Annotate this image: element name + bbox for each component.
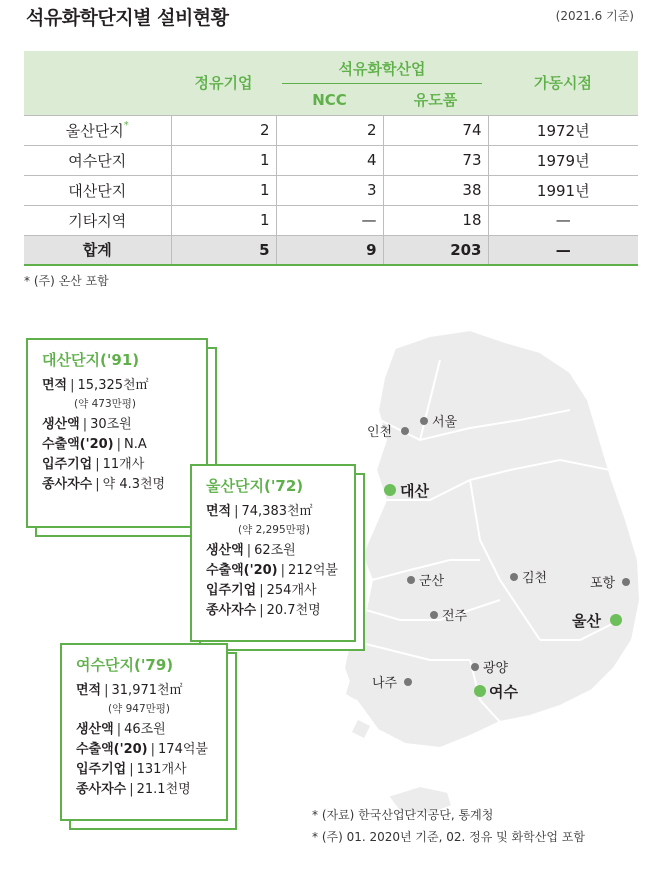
header-start-year: 가동시점 <box>534 74 592 93</box>
total-derivative: 203 <box>383 235 488 265</box>
total-ncc: 9 <box>276 235 383 265</box>
row-derivative: 74 <box>383 115 488 145</box>
daesan-production: 생산액 | 30조원 <box>42 417 132 432</box>
ulsan-export: 수출액('20) | 212억불 <box>206 563 338 578</box>
row-derivative: 18 <box>383 205 488 235</box>
city-incheon: 인천 <box>367 425 393 440</box>
row-region: 울산단지* <box>24 115 171 145</box>
yeosu-export: 수출액('20) | 174억불 <box>76 742 208 757</box>
yeosu-companies: 입주기업 | 131개사 <box>76 762 187 777</box>
city-seoul: 서울 <box>432 415 458 430</box>
row-region: 여수단지 <box>24 145 171 175</box>
row-refinery: 2 <box>171 115 276 145</box>
row-region: 대산단지 <box>24 175 171 205</box>
row-refinery: 1 <box>171 145 276 175</box>
daesan-card-title: 대산단지('91) <box>42 351 140 369</box>
city-daesan: 대산 <box>400 482 429 500</box>
row-ncc: 4 <box>276 145 383 175</box>
city-gimcheon: 김천 <box>522 571 548 586</box>
row-refinery: 1 <box>171 205 276 235</box>
daesan-area: 면적 | 15,325천㎡ <box>42 378 149 393</box>
ulsan-area: 면적 | 74,383천㎡ <box>206 504 313 519</box>
row-derivative: 38 <box>383 175 488 205</box>
yeosu-production: 생산액 | 46조원 <box>76 722 166 737</box>
yeosu-area-sub: (약 947만평) <box>108 703 171 715</box>
ulsan-card <box>190 464 356 642</box>
row-refinery: 1 <box>171 175 276 205</box>
city-naju: 나주 <box>372 676 398 691</box>
footnote: * (주) 01. 2020년 기준, 02. 정유 및 화학산업 포함 <box>312 830 585 844</box>
daesan-export: 수출액('20) | N.A <box>42 437 147 452</box>
yeosu-workers: 종사자수 | 21.1천명 <box>76 782 191 797</box>
row-ncc: 2 <box>276 115 383 145</box>
row-year: 1979년 <box>488 145 638 175</box>
page-title: 석유화학단지별 설비현황 <box>26 7 229 29</box>
ulsan-card-title: 울산단지('72) <box>206 477 304 495</box>
total-year: — <box>488 235 638 265</box>
ulsan-workers: 종사자수 | 20.7천명 <box>206 603 321 618</box>
daesan-workers: 종사자수 | 약 4.3천명 <box>42 477 166 492</box>
gwangyang-dot <box>471 663 479 671</box>
yeosu-card <box>60 643 228 821</box>
map-land <box>344 330 640 814</box>
header-petrochem: 석유화학산업 <box>276 51 488 85</box>
header-derivative: 유도품 <box>413 91 458 110</box>
daesan-dot <box>384 484 396 496</box>
ulsan-production: 생산액 | 62조원 <box>206 543 296 558</box>
as-of-date: (2021.6 기준) <box>555 9 634 23</box>
yeosu-area: 면적 | 31,971천㎡ <box>76 683 183 698</box>
daesan-card <box>26 338 208 528</box>
row-ncc: 3 <box>276 175 383 205</box>
city-yeosu: 여수 <box>489 683 518 701</box>
row-year: — <box>488 205 638 235</box>
daesan-area-sub: (약 473만평) <box>74 398 137 410</box>
gimcheon-dot <box>510 573 518 581</box>
naju-dot <box>404 678 412 686</box>
source-note: * (자료) 한국산업단지공단, 통계청 <box>312 808 494 822</box>
gunsan-dot <box>407 576 415 584</box>
city-gunsan: 군산 <box>419 574 445 589</box>
ulsan-dot <box>610 614 622 626</box>
header-refinery: 정유기업 <box>194 74 253 93</box>
city-gwangyang: 광양 <box>483 661 509 676</box>
city-ulsan: 울산 <box>572 612 601 630</box>
ulsan-mark: * <box>123 119 129 131</box>
pohang-dot <box>622 578 630 586</box>
total-refinery: 5 <box>171 235 276 265</box>
row-ncc: — <box>276 205 383 235</box>
seoul-dot <box>420 417 428 425</box>
incheon-dot <box>401 427 409 435</box>
yeosu-card-title: 여수단지('79) <box>76 656 174 674</box>
row-year: 1991년 <box>488 175 638 205</box>
row-year: 1972년 <box>488 115 638 145</box>
total-region: 합계 <box>24 235 171 265</box>
header-ncc: NCC <box>312 90 347 109</box>
ulsan-companies: 입주기업 | 254개사 <box>206 583 317 598</box>
onsan-note: * (주) 온산 포함 <box>24 274 109 288</box>
ulsan-area-sub: (약 2,295만평) <box>238 524 311 536</box>
city-pohang: 포항 <box>590 576 616 591</box>
city-jeonju: 전주 <box>442 609 468 624</box>
row-derivative: 73 <box>383 145 488 175</box>
daesan-companies: 입주기업 | 11개사 <box>42 457 145 472</box>
yeosu-dot <box>474 685 486 697</box>
jeonju-dot <box>430 611 438 619</box>
row-region: 기타지역 <box>24 205 171 235</box>
